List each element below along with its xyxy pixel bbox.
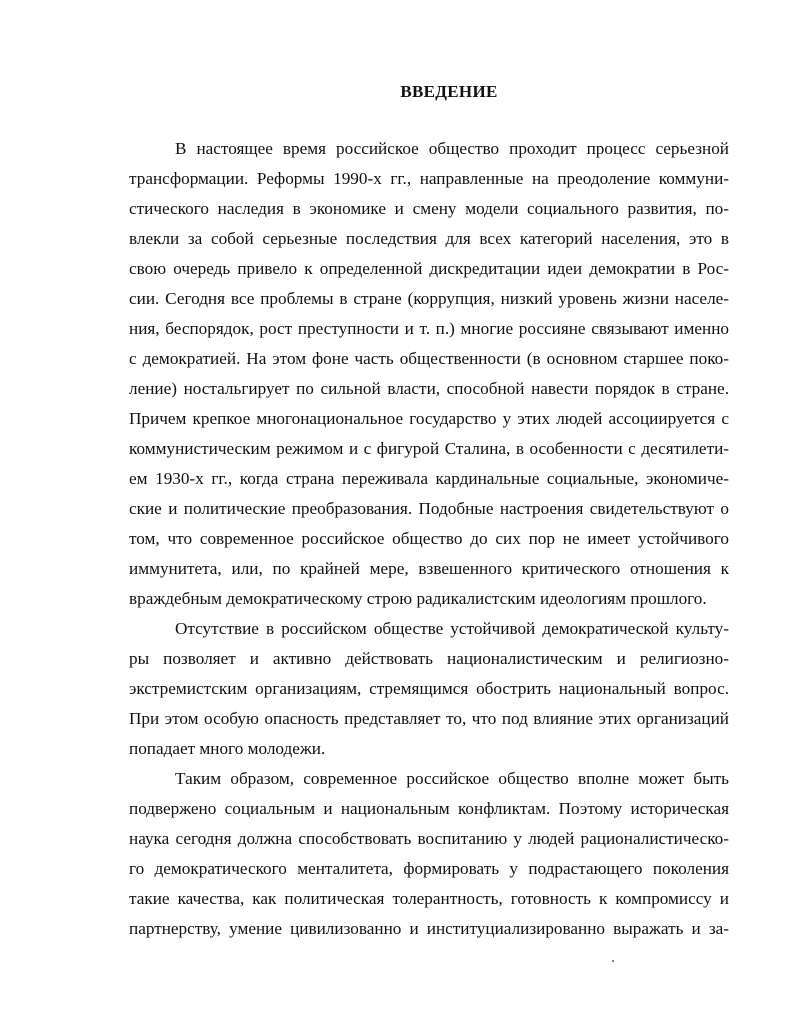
text-line: Отсутствие в российском обществе устойчивой демократической культу- [175,619,729,638]
text-line: стического наследия в экономике и смену модели социального развития, по- [129,199,729,218]
text-line: партнерству, умение цивилизованно и институциализированно выражать и за- [129,919,729,938]
text-line: иммунитета, или, по крайней мере, взвешенного критического отношения к [129,559,729,578]
text-line: го демократического менталитета, формировать у подрастающего поколения [129,859,729,878]
text-line: враждебным демократическому строю радикалистским идеологиям прошлого. [129,589,707,608]
text-line: том, что современное российское общество до сих пор не имеет устойчивого [129,529,729,548]
text-line: При этом особую опасность представляет то, что под влияние этих организаций [129,709,729,728]
text-line: экстремистским организациям, стремящимся обострить национальный вопрос. [129,679,729,698]
text-line: ские и политические преобразования. Подобные настроения свидетельствуют о [129,499,729,518]
text-line: ем 1930-х гг., когда страна переживала кардинальные социальные, экономиче- [129,469,729,488]
text-line: наука сегодня должна способствовать воспитанию у людей рационалистическо- [129,829,729,848]
text-line: коммунистическим режимом и с фигурой Сталина, в особенности с десятилети- [129,439,729,458]
text-line: такие качества, как политическая толерантность, готовность к компромиссу и [129,889,729,908]
text-line: Причем крепкое многонациональное государство у этих людей ассоциируется с [129,409,729,428]
scan-speck [612,960,614,962]
text-line: подвержено социальным и национальным конфликтам. Поэтому историческая [129,799,729,818]
text-line: влекли за собой серьезные последствия для всех категорий населения, это в [129,229,729,248]
text-line: трансформации. Реформы 1990-х гг., направленные на преодоление коммуни- [129,169,729,188]
text-line: с демократией. На этом фоне часть общественности (в основном старшее поко- [129,349,729,368]
text-line: ление) ностальгирует по сильной власти, способной навести порядок в стране. [129,379,729,398]
page-title: ВВЕДЕНИЕ [400,82,498,101]
text-line: ры позволяет и активно действовать националистическим и религиозно- [129,649,729,668]
text-line: ния, беспорядок, рост преступности и т. п.) многие россияне связывают именно [129,319,729,338]
text-line: Таким образом, современное российское общество вполне может быть [175,769,729,788]
text-line: свою очередь привело к определенной дискредитации идеи демократии в Рос- [129,259,729,278]
text-line: В настоящее время российское общество проходит процесс серьезной [175,139,729,158]
text-line: попадает много молодежи. [129,739,326,758]
text-line: сии. Сегодня все проблемы в стране (коррупция, низкий уровень жизни населе- [129,289,729,308]
